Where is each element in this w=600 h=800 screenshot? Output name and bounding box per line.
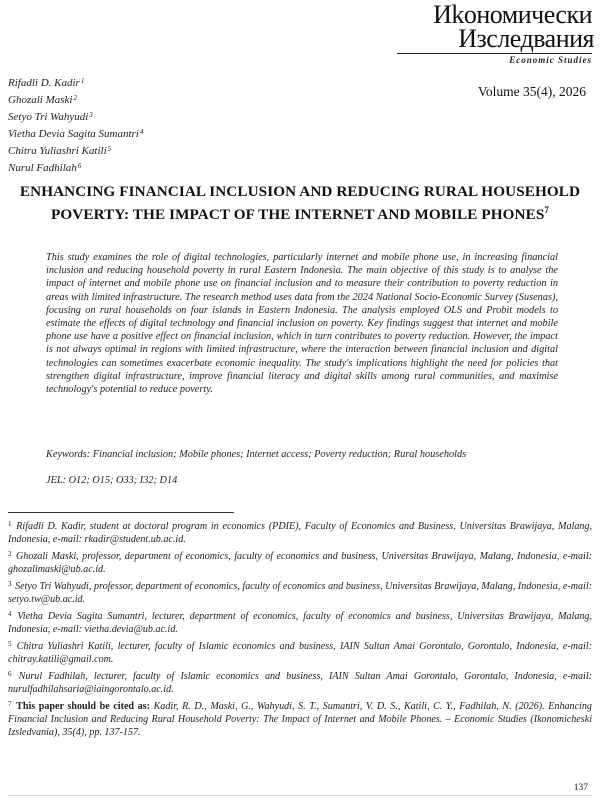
footnote <box>8 578 592 606</box>
journal-logo-line1: Иkономически <box>433 0 592 29</box>
footnote-text: Nurul Fadhilah, lecturer, faculty of Islamic economics and business, IAIN Sultan Amai Gorontalo, Gorontalo, Indonesia, e-mail: nurulfadhilahsaria@iaingorontalo.ac.id. <box>8 671 592 695</box>
footnote <box>8 608 592 636</box>
footnote <box>8 638 592 666</box>
footnote <box>8 518 592 546</box>
footnote-mark: 4 <box>8 610 12 618</box>
citation-text: Kadir, R. D., Maski, G., Wahyudi, S. T., Sumantri, V. D. S., Katili, C. Y., Fadhilah, N. (2026). Enhancing Financial Inclusion and Reducing Rural Household Poverty: The Impact of Internet and Mobile Phones. – Economic Studies (Ikonomicheski Izsledvania), 35(4), pp. 137-157. <box>8 701 592 738</box>
footnote-mark: 6 <box>8 670 12 678</box>
journal-logo-line2: Изследвания <box>458 24 594 53</box>
citation-mark: 7 <box>8 700 12 708</box>
citation-footnote <box>8 698 592 739</box>
footnote-text: Ghozali Maski, professor, department of economics, faculty of economics and business, Universitas Brawijaya, Malang, Indonesia, e-mail: ghozalimaski@ub.ac.id. <box>8 551 592 575</box>
page-number: 137 <box>573 783 588 793</box>
footnote-divider <box>8 512 234 513</box>
author-footnote-mark: 3 <box>89 111 93 119</box>
footnote-text: Chitra Yuliashri Katili, lecturer, faculty of Islamic economics and business, IAIN Sultan Amai Gorontalo, Gorontalo, Indonesia, e-mail: chitray.katili@gmail.com. <box>8 641 592 665</box>
jel-codes: JEL: O12; O15; O33; I32; D14 <box>46 475 178 486</box>
footnote-text: Setyo Tri Wahyudi, professor, department of economics, faculty of economics and business, Universitas Brawijaya, Malang, Indonesia, e-mail: setyo.tw@ub.ac.id. <box>8 581 592 605</box>
author-footnote-mark: 4 <box>139 128 144 136</box>
footnote <box>8 668 592 696</box>
journal-logo <box>397 0 594 66</box>
footnote-text: Vietha Devia Sagita Sumantri, lecturer, department of economics, faculty of economics and business, Universitas Brawijaya, Malang, Indonesia, e-mail: vietha.devia@ub.ac.id. <box>8 611 592 635</box>
footnote-mark: 1 <box>8 520 12 528</box>
author-name: Chitra Yuliashri Katili$^5$ <box>8 145 112 157</box>
footnotes-section <box>8 518 592 741</box>
volume-info: Volume 35(4), 2026 <box>477 84 586 99</box>
footnote-mark: 3 <box>8 580 12 588</box>
keywords-line: Keywords: Financial inclusion; Mobile phones; Internet access; Poverty reduction; Rural households <box>46 449 467 460</box>
author-name: Vietha Devia Sagita Sumantri$^4$ <box>8 128 144 140</box>
author-list <box>8 74 143 176</box>
footnote-mark: 5 <box>8 640 12 648</box>
title-footnote-mark: 7 <box>544 205 549 215</box>
page-bottom-rule <box>8 795 592 796</box>
author-footnote-mark: 1 <box>80 77 85 85</box>
author-name: Rifadli D. Kadir$^1$ <box>8 77 85 89</box>
journal-logo-rule <box>397 53 592 54</box>
citation-label: This paper should be cited as: <box>16 701 150 712</box>
journal-logo-subtitle: Economic Studies <box>509 55 592 65</box>
author-footnote-mark: 2 <box>73 94 77 102</box>
author-footnote-mark: 5 <box>107 145 112 153</box>
abstract-text: This study examines the role of digital technologies, particularly internet and mobile phone use, in increasing financial inclusion and reducing household poverty in rural Eastern Indonesia. The main objective of this study is to analyse the impact of internet and mobile phone use on financial inclusion and to measure their contribution to poverty reduction in areas with limited infrastructure. The research method uses data from the 2024 National Socio-Economic Survey (Susenas), focusing on rural households on four islands in Eastern Indonesia. The analysis employed OLS and Probit models to estimate the effects of digital technology and financial inclusion on poverty. Key findings suggest that internet and mobile phone use have a positive effect on financial inclusion, which in turn contributes to poverty reduction. However, the impact is not always optimal in regions with limited infrastructure, where the interaction between financial inclusion and digital technologies can sometimes exacerbate economic inequality. The study's implications highlight the need for policies that strengthen digital infrastructure, improve financial literacy and digital skills among rural communities, and maximise technology's potential to reduce poverty. <box>46 252 558 396</box>
author-footnote-mark: 6 <box>77 162 82 170</box>
author-name: Ghozali Maski$^2$ <box>8 94 77 106</box>
paper-title-text: ENHANCING FINANCIAL INCLUSION AND REDUCING RURAL HOUSEHOLD POVERTY: THE IMPACT OF THE INTERNET AND MOBILE PHONES <box>19 183 581 223</box>
footnote-mark: 2 <box>8 550 12 558</box>
author-name: Nurul Fadhilah$^6$ <box>8 162 82 174</box>
paper-title <box>8 182 592 224</box>
footnote <box>8 548 592 576</box>
author-name: Setyo Tri Wahyudi$^3$ <box>8 111 93 123</box>
footnote-text: Rifadli D. Kadir, student at doctoral program in economics (PDIE), Faculty of Economics and Business, Universitas Brawijaya, Malang, Indonesia, e-mail: rkadir@student.ub.ac.id. <box>8 521 592 545</box>
